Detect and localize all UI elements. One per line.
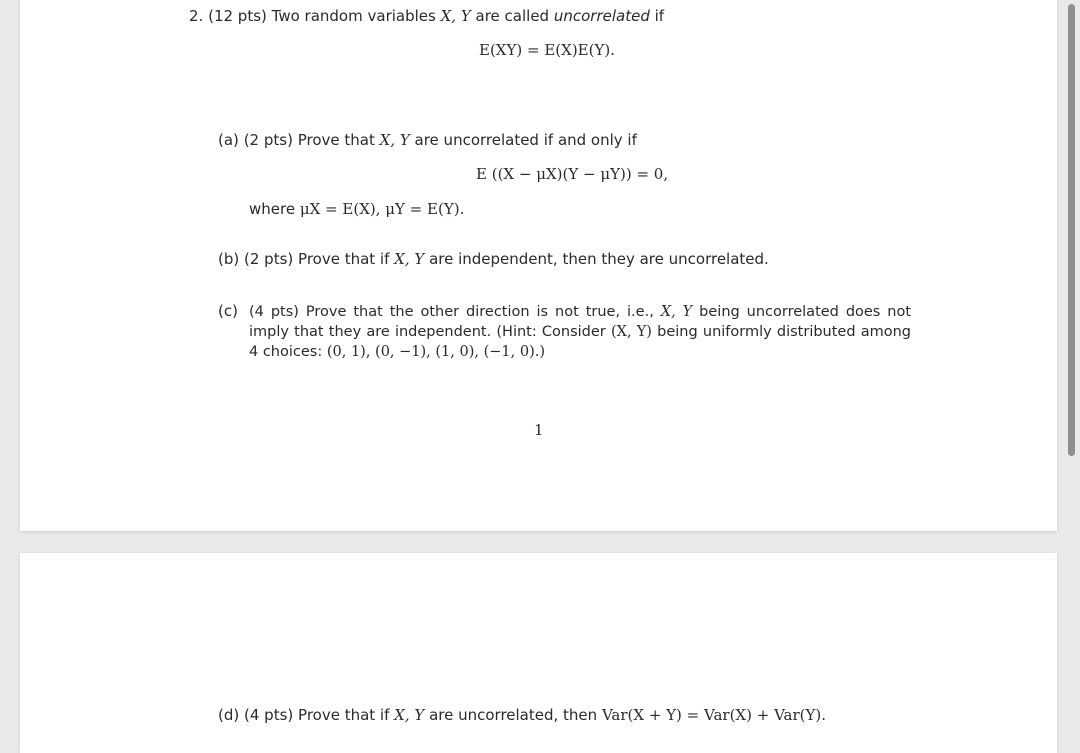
part-label: (c) <box>218 302 238 320</box>
question-2-statement: 2. (12 pts) Two random variables X, Y are called uncorrelated if <box>189 7 665 25</box>
question-number: 2. <box>189 7 204 25</box>
part-points: (4 pts) <box>249 304 299 320</box>
math-xy: X, Y <box>394 706 425 724</box>
math-means: μX = E(X), μY = E(Y). <box>299 200 465 218</box>
part-d-statement: (d) (4 pts) Prove that if X, Y are uncorrelated, then Var(X + Y) = Var(X) + Var(Y). <box>218 706 827 724</box>
pdf-page-2 <box>20 553 1057 753</box>
page-number: 1 <box>534 421 544 439</box>
part-points: (2 pts) <box>243 131 293 149</box>
math-xy: X, Y <box>660 304 693 320</box>
part-label: (b) <box>218 250 240 268</box>
math-choices: (0, 1), (0, −1), (1, 0), (−1, 0).) <box>326 344 545 360</box>
math-xy: X, Y <box>379 131 410 149</box>
part-points: (4 pts) <box>244 706 294 724</box>
equation-variance-sum: Var(X + Y) = Var(X) + Var(Y). <box>601 706 827 724</box>
pdf-page-1 <box>20 0 1057 531</box>
part-label: (d) <box>218 706 240 724</box>
part-c-label <box>218 302 238 320</box>
part-a-where-clause: where μX = E(X), μY = E(Y). <box>249 200 465 218</box>
term-uncorrelated: uncorrelated <box>553 7 650 25</box>
part-a-statement: (a) (2 pts) Prove that X, Y are uncorrelated if and only if <box>218 131 637 149</box>
question-points: (12 pts) <box>208 7 267 25</box>
equation-covariance-zero: E ((X − μX)(Y − μY)) = 0, <box>476 165 669 183</box>
part-label: (a) <box>218 131 239 149</box>
equation-uncorrelated-definition: E(XY) = E(X)E(Y). <box>479 41 615 59</box>
part-points: (2 pts) <box>244 250 294 268</box>
math-xy: X, Y <box>440 7 471 25</box>
part-b-statement: (b) (2 pts) Prove that if X, Y are independent, then they are uncorrelated. <box>218 250 769 268</box>
vertical-scrollbar[interactable] <box>1068 4 1075 456</box>
math-pair: (X, Y) <box>610 324 652 340</box>
math-xy: X, Y <box>394 250 425 268</box>
part-c-statement: (4 pts) Prove that the other direction is not true, i.e., X, Y being uncorrelated does not imply that they are independent. (Hint: Consider (X, Y) being uniformly distributed among 4 choices: (0, 1), (0, −1), (1, 0), (−1, 0).) <box>249 304 912 360</box>
